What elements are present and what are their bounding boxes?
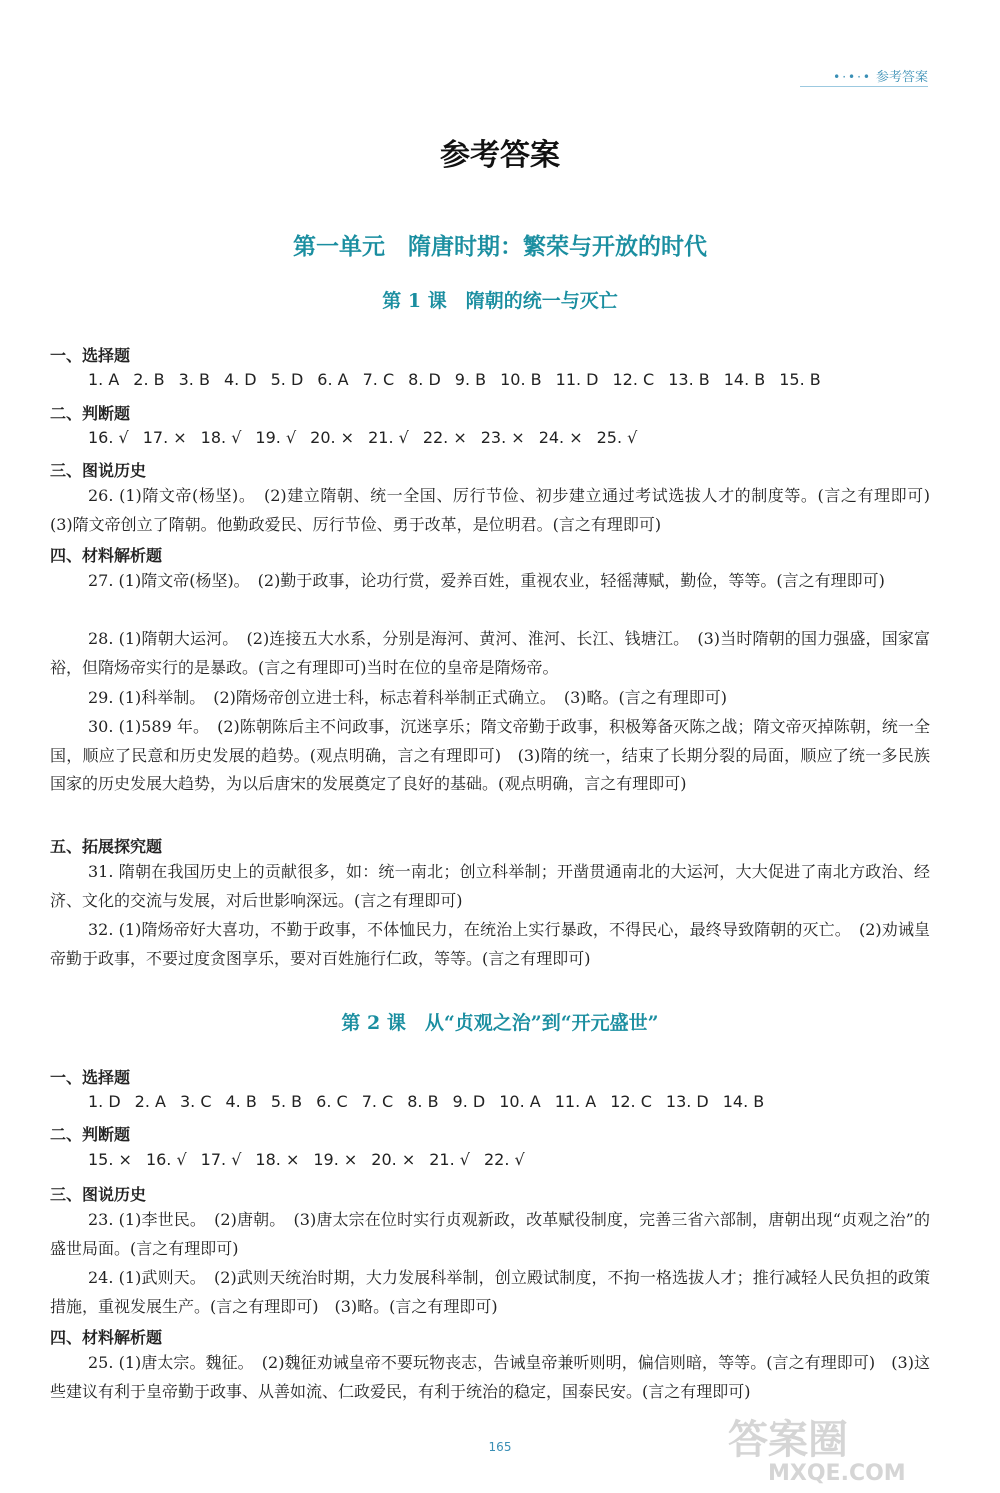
watermark-text: 答案圈 — [728, 1417, 848, 1463]
unit-title: 第一单元 隋唐时期：繁荣与开放的时代 — [293, 233, 707, 260]
section-heading: 一、选择题 — [50, 1068, 131, 1087]
answer-paragraph: 27. (1)隋文帝(杨坚)。 (2)勤于政事，论功行赏，爱养百姓，重视农业，轻徭薄赋，勤俭，等等。(言之有理即可) — [88, 571, 885, 590]
watermark-logo — [728, 1418, 988, 1488]
answer-item: 11. A — [554, 1092, 597, 1111]
section-heading: 三、图说历史 — [50, 1185, 147, 1204]
answer-paragraph: 31. 隋朝在我国历史上的贡献很多，如：统一南北；创立科举制；开凿贯通南北的大运河，大大促进了南北方政治、经济、文化的交流与发展，对后世影响深远。(言之有理即可) — [50, 862, 930, 910]
answer-item: 15. × — [88, 1150, 132, 1169]
answer-item: 9. B — [454, 370, 487, 389]
answer-item: 20. × — [371, 1150, 416, 1169]
answer-item: 22. √ — [483, 1150, 525, 1169]
answer-item: 23. × — [480, 428, 525, 447]
answer-item: 10. A — [499, 1092, 541, 1111]
answer-item: 3. B — [178, 370, 210, 389]
answer-item: 1. D — [88, 1092, 121, 1111]
lesson-1-title: 第 1 课 隋朝的统一与灭亡 — [382, 290, 618, 312]
answer-item: 3. C — [179, 1092, 212, 1111]
answer-paragraph: 28. (1)隋朝大运河。 (2)连接五大水系，分别是海河、黄河、淮河、长江、钱塘江。 (3)当时隋朝的国力强盛，国家富裕，但隋炀帝实行的是暴政。(言之有理即可)当时在位的皇帝是隋炀帝。 — [50, 629, 930, 677]
answer-item: 4. B — [225, 1092, 257, 1111]
watermark-url: MXQE.COM — [768, 1461, 906, 1486]
answer-row-true-false — [88, 1150, 539, 1169]
header-tag-text: 参考答案 — [875, 70, 928, 85]
answer-item: 12. C — [610, 1092, 652, 1111]
answer-item: 25. √ — [596, 428, 638, 447]
page-title: 参考答案 — [440, 138, 560, 173]
page-number: 165 — [488, 1440, 512, 1454]
answer-row-true-false — [88, 428, 651, 447]
answer-row-multiple-choice — [88, 370, 835, 389]
answer-item: 14. B — [723, 370, 766, 389]
section-heading: 四、材料解析题 — [50, 1328, 163, 1347]
answer-item: 2. A — [134, 1092, 166, 1111]
answer-item: 8. B — [407, 1092, 439, 1111]
answer-item: 13. B — [668, 370, 710, 389]
section-heading: 一、选择题 — [50, 346, 131, 365]
answer-item: 7. C — [361, 1092, 394, 1111]
answer-item: 6. A — [317, 370, 349, 389]
answer-item: 21. √ — [429, 1150, 470, 1169]
answer-item: 13. D — [665, 1092, 709, 1111]
answer-item: 1. A — [88, 370, 120, 389]
answer-row-multiple-choice — [88, 1092, 778, 1111]
answer-item: 19. × — [313, 1150, 358, 1169]
answer-item: 19. √ — [255, 428, 297, 447]
answer-paragraph: 25. (1)唐太宗。魏征。 (2)魏征劝诫皇帝不要玩物丧志，告诫皇帝兼听则明，偏信则暗，等等。(言之有理即可) (3)这些建议有利于皇帝勤于政事、从善如流、仁政爱民，有利于统治的稳定，国泰民安。(言之有理即可) — [50, 1353, 930, 1401]
answer-item: 18. × — [255, 1150, 300, 1169]
answer-paragraph: 23. (1)李世民。 (2)唐朝。 (3)唐太宗在位时实行贞观新政，改革赋役制度，完善三省六部制，唐朝出现“贞观之治”的盛世局面。(言之有理即可) — [50, 1210, 930, 1258]
section-heading: 三、图说历史 — [50, 461, 147, 480]
answer-item: 12. C — [612, 370, 655, 389]
answer-item: 17. × — [142, 428, 187, 447]
answer-item: 5. D — [270, 370, 304, 389]
answer-item: 9. D — [452, 1092, 486, 1111]
answer-item: 15. B — [779, 370, 821, 389]
answer-item: 7. C — [362, 370, 395, 389]
answer-item: 20. × — [310, 428, 355, 447]
section-heading: 四、材料解析题 — [50, 546, 163, 565]
answer-paragraph: 32. (1)隋炀帝好大喜功，不勤于政事，不体恤民力，在统治上实行暴政，不得民心，最终导致隋朝的灭亡。 (2)劝诫皇帝勤于政事，不要过度贪图享乐，要对百姓施行仁政，等等。(言之有理即可) — [50, 920, 930, 968]
header-section-tag — [800, 66, 928, 87]
answer-item: 14. B — [722, 1092, 765, 1111]
lesson-2-title: 第 2 课 从“贞观之治”到“开元盛世” — [341, 1012, 659, 1034]
answer-item: 4. D — [223, 370, 257, 389]
answer-item: 11. D — [555, 370, 599, 389]
answer-item: 6. C — [316, 1092, 348, 1111]
answer-item: 22. × — [422, 428, 467, 447]
answer-item: 16. √ — [88, 428, 129, 447]
section-heading: 二、判断题 — [50, 404, 131, 423]
answer-paragraph: 30. (1)589 年。 (2)陈朝陈后主不问政事，沉迷享乐；隋文帝勤于政事，积极筹备灭陈之战；隋文帝灭掉陈朝，统一全国，顺应了民意和历史发展的趋势。(观点明确，言之有理即可) (3)隋的统一，结束了长期分裂的局面，顺应了统一多民族国家的历史发展大趋势，为以后唐宋的发展奠定了良好的基础。(观点明确，言之有理即可) — [50, 717, 930, 793]
answer-item: 24. × — [538, 428, 583, 447]
answer-paragraph: 26. (1)隋文帝(杨坚)。 (2)建立隋朝、统一全国、厉行节俭、初步建立通过考试选拔人才的制度等。(言之有理即可) (3)隋文帝创立了隋朝。他勤政爱民、厉行节俭、勇于改革，是位明君。(言之有理即可) — [50, 486, 947, 534]
answer-paragraph: 29. (1)科举制。 (2)隋炀帝创立进士科，标志着科举制正式确立。 (3)略。(言之有理即可) — [88, 688, 728, 707]
answer-item: 2. B — [133, 370, 165, 389]
decorative-dots-icon: •·•·• — [833, 70, 872, 84]
answer-item: 8. D — [408, 370, 441, 389]
answer-item: 18. √ — [200, 428, 242, 447]
answer-paragraph: 24. (1)武则天。 (2)武则天统治时期，大力发展科举制，创立殿试制度，不拘一格选拔人才；推行减轻人民负担的政策措施，重视发展生产。(言之有理即可) (3)略。(言之有理即可) — [50, 1268, 930, 1316]
section-heading: 二、判断题 — [50, 1125, 131, 1144]
answer-item: 10. B — [500, 370, 542, 389]
answer-item: 16. √ — [145, 1150, 187, 1169]
answer-item: 5. B — [270, 1092, 303, 1111]
answer-item: 21. √ — [368, 428, 409, 447]
section-heading: 五、拓展探究题 — [50, 837, 163, 856]
answer-item: 17. √ — [200, 1150, 242, 1169]
